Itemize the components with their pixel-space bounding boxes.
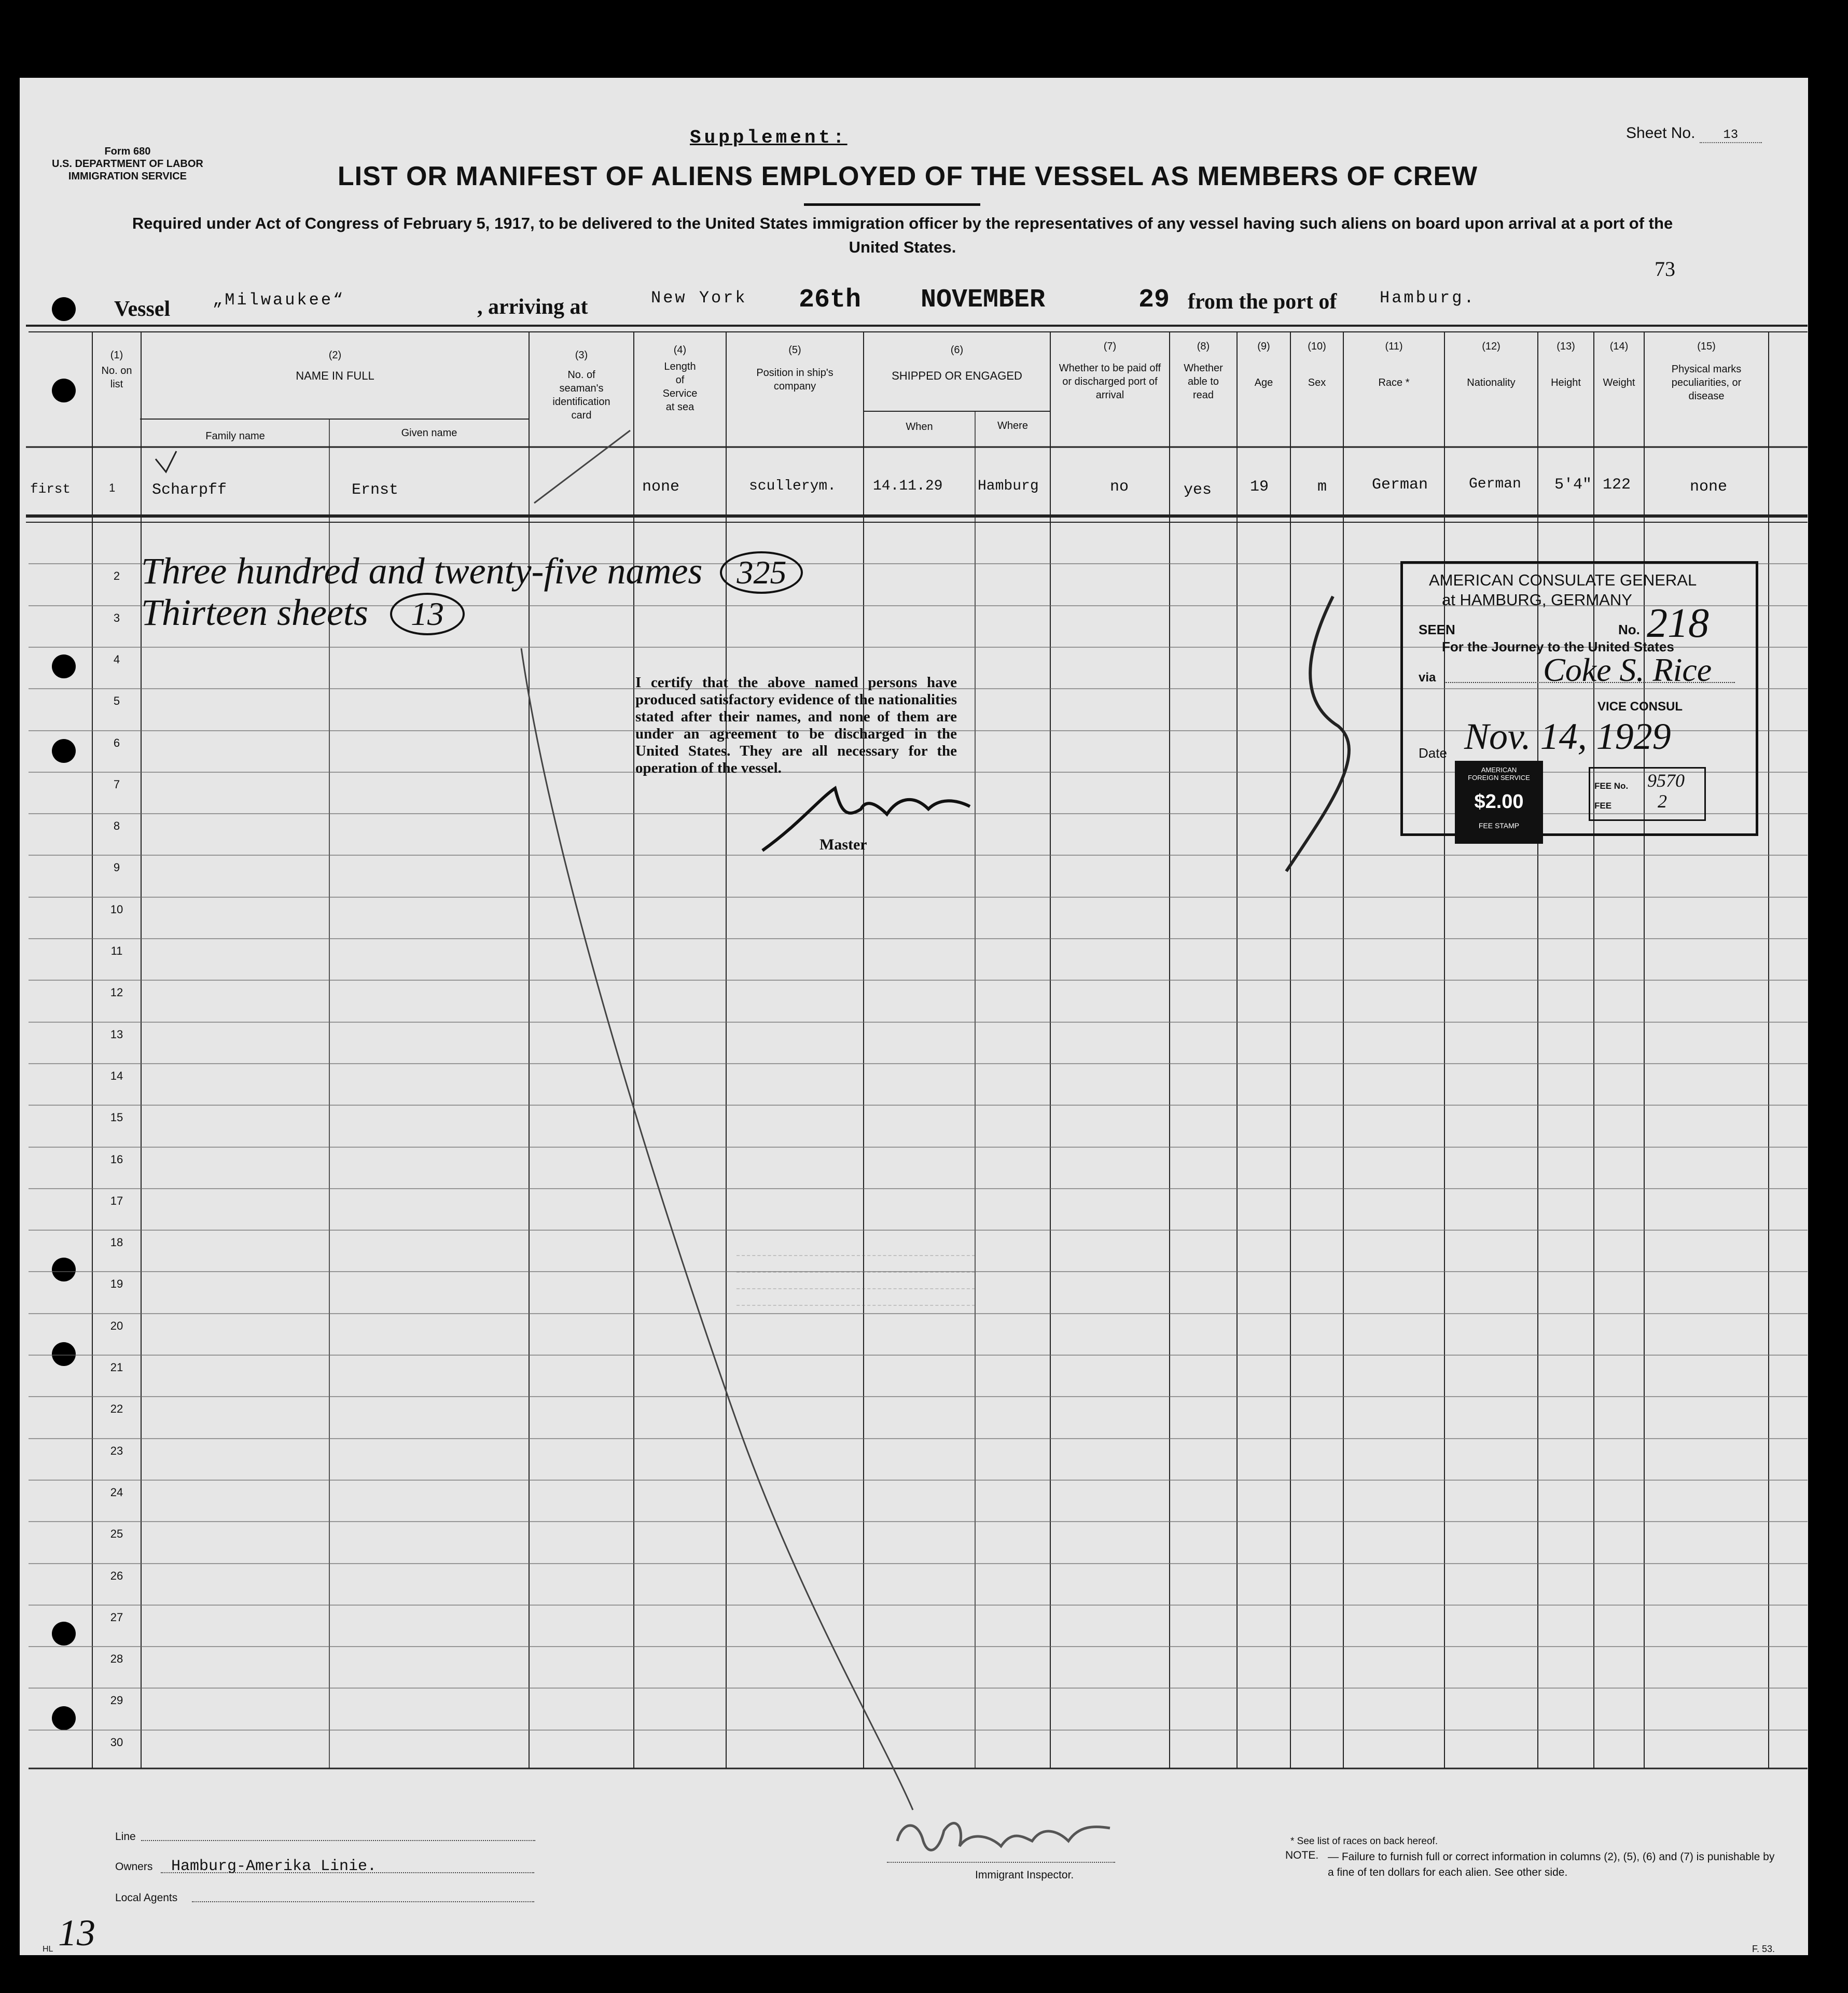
row-number: 3 — [113, 611, 120, 624]
row-number: 27 — [110, 1611, 123, 1624]
entry-nationality: German — [1469, 476, 1521, 492]
where-header: Where — [997, 420, 1028, 431]
margin-note: first — [30, 481, 71, 497]
visa-no-value: 218 — [1647, 601, 1709, 646]
sheet-label: Sheet No. — [1626, 124, 1696, 142]
row-number: 23 — [110, 1444, 123, 1457]
inspector-signature — [887, 1810, 1126, 1867]
col-10-header: (10) Sex — [1308, 341, 1326, 388]
row-number: 15 — [110, 1111, 123, 1124]
col-6-header: (6) SHIPPED OR ENGAGED — [892, 344, 1022, 382]
col-12-header: (12) Nationality — [1467, 341, 1516, 388]
entry-service: none — [642, 478, 680, 496]
row-number: 22 — [110, 1402, 123, 1415]
entry-read: yes — [1184, 481, 1212, 499]
fee-no-value: 9570 — [1647, 770, 1685, 791]
fee-stamp-label: FEE STAMP — [1478, 821, 1520, 830]
col-2-header: (2) NAME IN FULL — [296, 350, 374, 382]
note-label: NOTE. — [1285, 1849, 1319, 1861]
faded-stamp — [737, 1239, 975, 1354]
stamp-date-value: Nov. 14, 1929 — [1464, 716, 1671, 757]
row-number: 30 — [110, 1736, 123, 1749]
row-number: 19 — [110, 1277, 123, 1290]
fee-label: FEE — [1594, 801, 1612, 811]
row-number: 29 — [110, 1694, 123, 1707]
note-text: — Failure to furnish full or correct information in columns (2), (5), (6) and (7) is punishable by a fine of ten dollars for each alien. See other side. — [1328, 1851, 1775, 1878]
row-number: 14 — [110, 1069, 123, 1082]
row-number: 20 — [110, 1319, 123, 1332]
sheet-value: 13 — [1700, 128, 1762, 143]
line-label: Line — [115, 1831, 136, 1843]
arrival-day: 26th — [799, 285, 862, 315]
entry-where: Hamburg — [978, 478, 1039, 494]
col-11-header: (11) Race * — [1378, 341, 1410, 388]
consulate-line2: at HAMBURG, GERMANY — [1442, 591, 1632, 609]
vessel-label: Vessel — [114, 297, 171, 321]
row-number: 13 — [110, 1028, 123, 1041]
journey-text: For the Journey to the United States — [1442, 639, 1674, 654]
line-field — [141, 1840, 535, 1841]
row-number: 28 — [110, 1652, 123, 1665]
row-number: 21 — [110, 1361, 123, 1374]
visa-no-label: No. — [1618, 622, 1640, 637]
row-number: 6 — [113, 736, 120, 749]
races-note: * See list of races on back hereof. — [1290, 1836, 1438, 1847]
supplement-stamp: Supplement: — [690, 127, 847, 148]
row-number: 9 — [113, 861, 120, 874]
entry-age: 19 — [1250, 478, 1269, 496]
col-9-header: (9) Age — [1254, 341, 1273, 388]
owners-label: Owners — [115, 1861, 153, 1873]
arriving-label: , arriving at — [477, 295, 588, 319]
via-label: via — [1419, 671, 1436, 685]
local-agents-label: Local Agents — [115, 1892, 178, 1904]
row-number: 16 — [110, 1153, 123, 1166]
date-label: Date — [1419, 745, 1447, 761]
entry-position: scullerym. — [749, 478, 837, 494]
row-number: 2 — [113, 569, 120, 582]
sheets-count-text: Thirteen sheets — [141, 592, 368, 633]
row-number: 8 — [113, 819, 120, 832]
fee-stamp-value: $2.00 — [1474, 791, 1524, 813]
row-number: 26 — [110, 1569, 123, 1582]
col-3-header: (3) No. of seaman's identification card — [552, 350, 610, 421]
bottom-left-code: HL — [43, 1945, 53, 1954]
entry-given-name: Ernst — [352, 481, 399, 499]
col-5-header: (5) Position in ship's company — [756, 344, 833, 392]
entry-marks: none — [1690, 478, 1728, 496]
fee-no-label: FEE No. — [1594, 781, 1629, 791]
entry-number: 1 — [109, 481, 116, 494]
given-name-header: Given name — [401, 427, 457, 439]
names-count-number: 325 — [720, 551, 803, 594]
fee-box — [1589, 767, 1706, 821]
col-8-header: (8) Whether able to read — [1184, 341, 1223, 401]
vice-consul-label: VICE CONSUL — [1597, 700, 1683, 714]
service: IMMIGRATION SERVICE — [68, 171, 187, 182]
form-number: Form 680 — [104, 146, 151, 157]
fee-stamp-top: AMERICAN FOREIGN SERVICE — [1468, 766, 1530, 782]
vice-consul-signature: Coke S. Rice — [1543, 651, 1712, 688]
entry-when: 14.11.29 — [873, 478, 943, 494]
arrival-month: NOVEMBER — [921, 285, 1046, 315]
row-number: 5 — [113, 694, 120, 707]
consulate-line1: AMERICAN CONSULATE GENERAL — [1429, 571, 1697, 589]
family-name-header: Family name — [205, 430, 265, 442]
entry-family-name: Scharpff — [152, 481, 227, 499]
row-number: 10 — [110, 903, 123, 916]
col-15-header: (15) Physical marks peculiarities, or disease — [1671, 341, 1742, 402]
fee-value: 2 — [1658, 791, 1667, 812]
row-number: 12 — [110, 986, 123, 999]
master-label: Master — [819, 836, 867, 853]
row-number: 7 — [113, 778, 120, 791]
fee-stamp — [1455, 761, 1543, 844]
row-number: 4 — [113, 653, 120, 666]
department: U.S. DEPARTMENT OF LABOR — [52, 158, 203, 170]
row-number: 11 — [110, 944, 123, 957]
vessel-name: „Milwaukee“ — [213, 290, 345, 310]
local-agents-field — [192, 1901, 534, 1902]
col-13-header: (13) Height — [1551, 341, 1581, 388]
entry-height: 5'4" — [1554, 476, 1592, 494]
from-port: Hamburg. — [1380, 288, 1476, 308]
form-code: F. 53. — [1752, 1944, 1775, 1954]
row-number: 24 — [110, 1486, 123, 1499]
requirement-text: Required under Act of Congress of February 5, 1917, to be delivered to the United States immigration officer by the representatives of any vessel having such aliens on board upon arrival at a port of the United States. — [132, 214, 1673, 256]
inspector-label: Immigrant Inspector. — [975, 1869, 1074, 1881]
entry-race: German — [1372, 476, 1428, 494]
inspector-field — [887, 1862, 1115, 1863]
page-title: LIST OR MANIFEST OF ALIENS EMPLOYED OF THE VESSEL AS MEMBERS OF CREW — [337, 161, 1478, 191]
row-number: 25 — [110, 1527, 123, 1540]
row-number: 18 — [110, 1236, 123, 1249]
consulate-stamp — [1400, 561, 1758, 836]
arrival-year: 29 — [1138, 285, 1170, 315]
bottom-left-number: 13 — [58, 1912, 95, 1954]
entry-weight: 122 — [1603, 476, 1631, 494]
owners-field — [161, 1872, 534, 1873]
owners-value: Hamburg-Amerika Linie. — [171, 1858, 377, 1875]
seen-label: SEEN — [1419, 622, 1455, 637]
arriving-port: New York — [651, 288, 747, 308]
col-14-header: (14) Weight — [1603, 341, 1635, 388]
corner-number: 73 — [1655, 257, 1675, 281]
entry-paid-off: no — [1110, 478, 1129, 496]
from-label: from the port of — [1188, 290, 1337, 314]
names-count-text: Three hundred and twenty-five names — [141, 550, 703, 592]
col-4-header: (4) Length of Service at sea — [662, 344, 698, 413]
when-header: When — [906, 421, 933, 433]
master-certification: I certify that the above named persons have produced satisfactory evidence of the nationalities stated after their names, and none of them are under an agreement to be discharged in the United States. They are all necessary for the operation of the vessel. — [635, 674, 957, 776]
col-7-header: (7) Whether to be paid off or discharged port of arrival — [1059, 341, 1161, 401]
entry-sex: m — [1317, 478, 1327, 496]
col-1-header: (1) No. on list — [101, 350, 132, 390]
row-number: 17 — [110, 1194, 123, 1207]
sheets-count-number: 13 — [390, 593, 465, 635]
